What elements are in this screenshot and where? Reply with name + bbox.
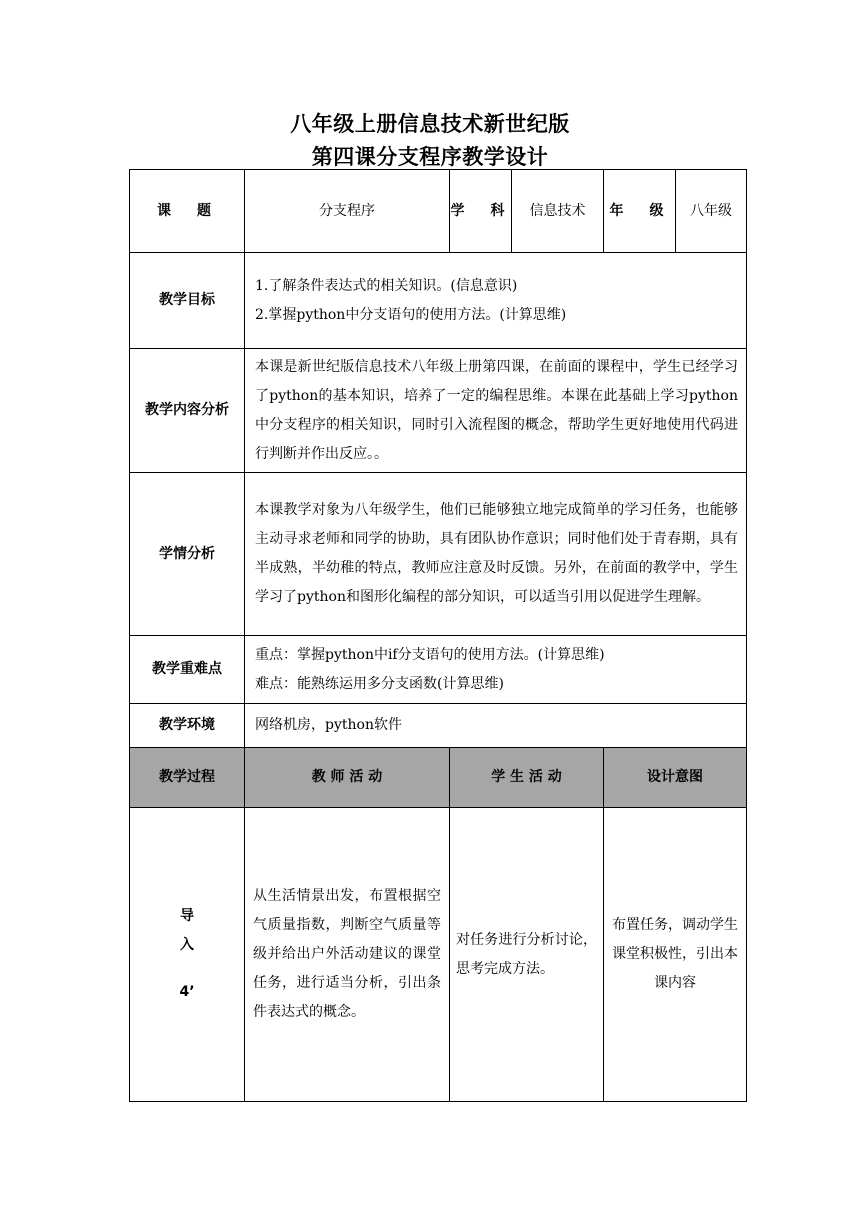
- stage-intro-intent: 布置任务，调动学生课堂积极性，引出本课内容: [604, 808, 747, 1102]
- key-point-difficulty: 难点：能熟练运用多分支函数(计算思维): [255, 675, 504, 692]
- stage-intro-name: [130, 808, 245, 1102]
- stage-intro-teacher: 从生活情景出发，布置根据空气质量指数，判断空气质量等级并给出户外活动建议的课堂任务，进行适当分析，引出条件表达式的概念。: [245, 808, 450, 1102]
- process-header-row: [130, 748, 747, 808]
- document-title: 八年级上册信息技术新世纪版: [290, 112, 570, 136]
- learner-analysis-label: 学情分析: [130, 473, 245, 636]
- learner-analysis-text: 本课教学对象为八年级学生，他们已能够独立地完成简单的学习任务，也能够主动寻求老师和同学的协助，具有团队协作意识；同时他们处于青春期，具有半成熟，半幼稚的特点，教师应注意及时反馈。另外，在前面的教学中，学生学习了python和图形化编程的部分知识，可以适当引用以促进学生理解。: [245, 473, 747, 636]
- topic-value: 分支程序: [245, 170, 450, 253]
- environment-value: 网络机房，python软件: [245, 704, 747, 748]
- goals-label: 教学目标: [130, 253, 245, 349]
- subject-label: 学 科: [450, 170, 512, 253]
- process-col-student: 学 生 活 动: [450, 748, 604, 808]
- learner-analysis-row: [130, 473, 747, 636]
- environment-row: [130, 704, 747, 748]
- environment-label: 教学环境: [130, 704, 245, 748]
- stage-name-char: 入: [180, 937, 194, 953]
- stage-intro-row: [130, 808, 747, 1102]
- process-col-intent: 设计意图: [604, 748, 747, 808]
- goals-row: [130, 253, 747, 349]
- goals-content: [245, 253, 747, 349]
- key-points-row: [130, 636, 747, 704]
- process-col-teacher: 教 师 活 动: [245, 748, 450, 808]
- grade-value: 八年级: [676, 170, 747, 253]
- lesson-plan-table: [129, 169, 747, 1102]
- stage-duration: 4’: [179, 984, 195, 1000]
- key-points-content: [245, 636, 747, 704]
- key-point-focus: 重点：掌握python中if分支语句的使用方法。(计算思维): [255, 646, 605, 663]
- process-col-stage: 教学过程: [130, 748, 245, 808]
- content-analysis-label: 教学内容分析: [130, 349, 245, 473]
- stage-intro-student: 对任务进行分析讨论，思考完成方法。: [450, 808, 604, 1102]
- key-points-label: 教学重难点: [130, 636, 245, 704]
- grade-label: 年 级: [604, 170, 676, 253]
- goal-item: 1.了解条件表达式的相关知识。(信息意识): [255, 277, 518, 294]
- stage-name-char: 导: [180, 908, 194, 924]
- topic-label: 课 题: [130, 170, 245, 253]
- header-row: [130, 170, 747, 253]
- goal-item: 2.掌握python中分支语句的使用方法。(计算思维): [255, 306, 567, 323]
- content-analysis-text: 本课是新世纪版信息技术八年级上册第四课，在前面的课程中，学生已经学习了python的基本知识，培养了一定的编程思维。本课在此基础上学习python中分支程序的相关知识，同时引入流程图的概念，帮助学生更好地使用代码进行判断并作出反应。。: [245, 349, 747, 473]
- document-subtitle: 第四课分支程序教学设计: [311, 145, 549, 169]
- content-analysis-row: [130, 349, 747, 473]
- subject-value: 信息技术: [512, 170, 604, 253]
